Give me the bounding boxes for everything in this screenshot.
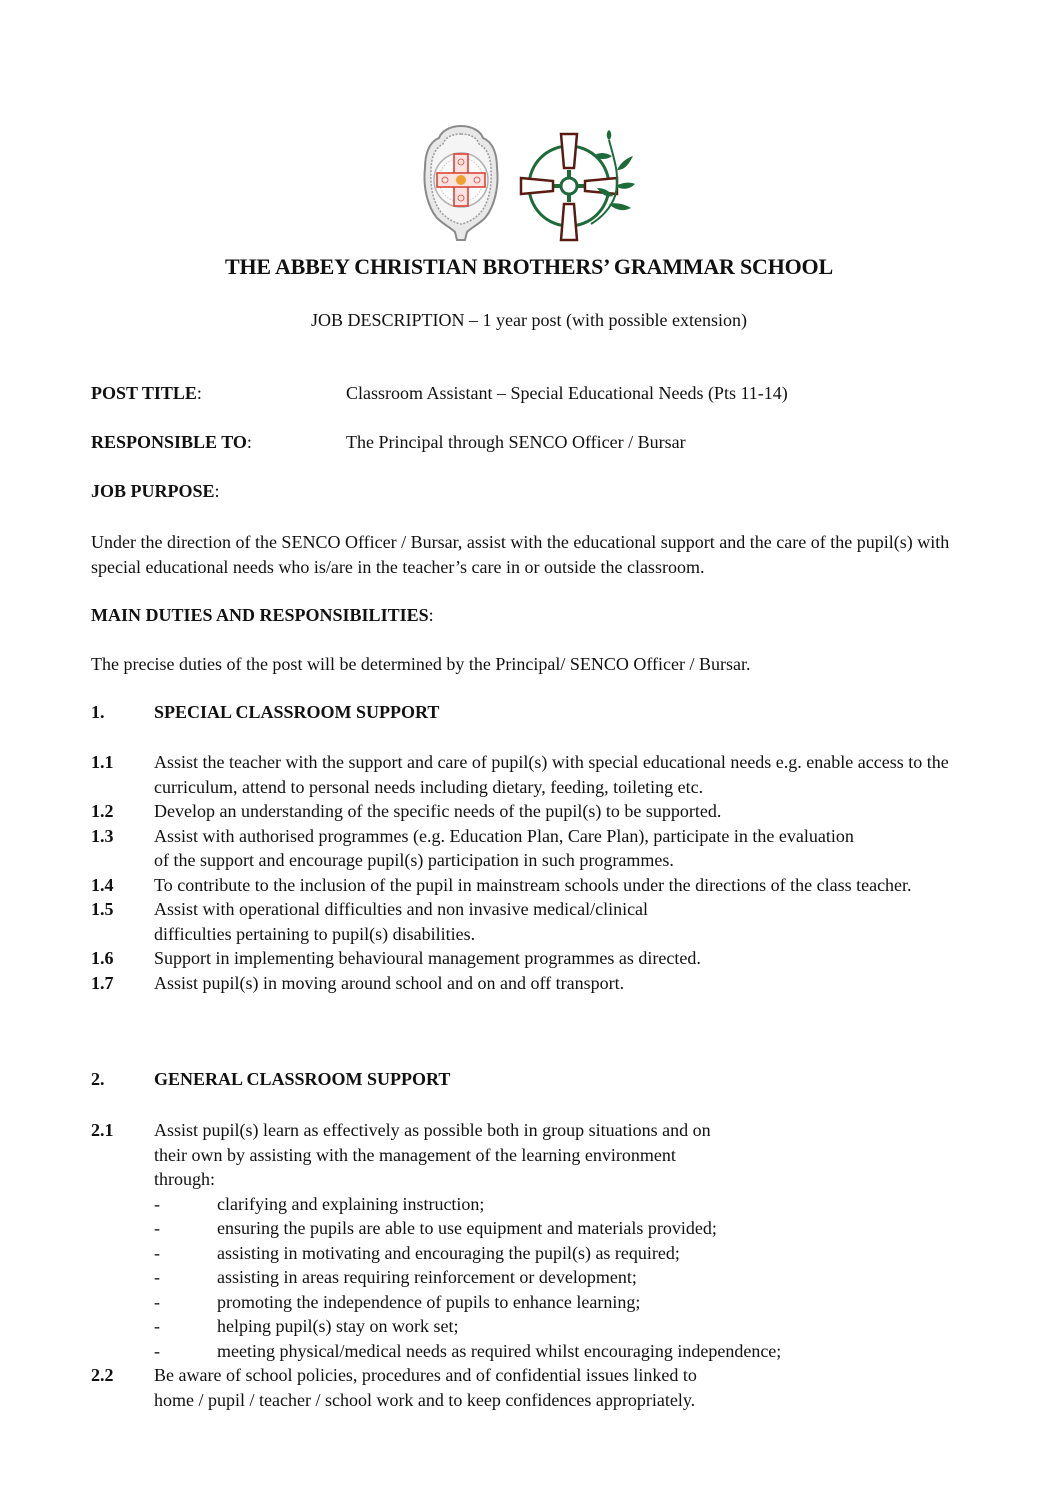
duty-item-1-3 (91, 824, 971, 873)
item-text: Support in implementing behavioural management programmes as directed. (154, 948, 701, 968)
colon: : (428, 605, 434, 625)
section-number: 2. (91, 1069, 105, 1089)
section-number: 1. (91, 702, 105, 722)
duty-item-1-5 (91, 897, 971, 946)
bullet-item (154, 1241, 971, 1266)
main-duties-heading: MAIN DUTIES AND RESPONSIBILITIES (91, 605, 429, 625)
item-number: 1.5 (91, 899, 114, 919)
duty-item-1-6 (91, 946, 971, 971)
item-number: 1.4 (91, 874, 114, 895)
section-2-items (91, 1118, 971, 1412)
bullet-text: meeting physical/medical needs as required whilst encouraging independence; (217, 1340, 782, 1361)
post-title-value: Classroom Assistant – Special Educational Needs (Pts 11-14) (346, 383, 788, 403)
bullet-dash: - (154, 1242, 160, 1263)
item-text: Assist the teacher with the support and care of pupil(s) with special educational needs e.g. enable access to the curriculum, attend to personal needs including dietary, feeding, toileting etc. (154, 752, 949, 797)
job-description-subtitle: JOB DESCRIPTION – 1 year post (with possible extension) (311, 310, 747, 330)
responsible-to-label: RESPONSIBLE TO (91, 432, 247, 452)
section-2-heading (91, 1069, 450, 1090)
job-purpose-text: Under the direction of the SENCO Officer / Bursar, assist with the educational support and the care of the pupil(s) with special educational needs who is/are in the teacher’s care in or outside the classroom. (91, 532, 950, 577)
colon: : (246, 432, 252, 452)
item-text: Assist pupil(s) in moving around school and on and off transport. (154, 972, 625, 993)
item-text-line: home / pupil / teacher / school work and to keep confidences appropriately. (154, 1389, 696, 1410)
section-title: SPECIAL CLASSROOM SUPPORT (154, 702, 440, 722)
bullet-item (154, 1314, 971, 1339)
christian-brothers-cross-icon (517, 126, 639, 242)
item-text (154, 1118, 971, 1363)
bullet-dash: - (154, 1218, 160, 1238)
colon: : (196, 383, 202, 403)
bullet-dash: - (154, 1340, 160, 1361)
item-text-line: through: (154, 1169, 215, 1189)
bullet-text: ensuring the pupils are able to use equipment and materials provided; (217, 1218, 717, 1238)
bullet-dash: - (154, 1291, 160, 1312)
duty-item-2-1 (91, 1118, 971, 1363)
bullet-text: assisting in areas requiring reinforcement or development; (217, 1267, 637, 1287)
item-number: 1.7 (91, 972, 114, 993)
item-text: Assist with authorised programmes (e.g. Education Plan, Care Plan), participate in the evaluation of the support and encourage pupil(s) participation in such programmes. (154, 825, 854, 870)
bullet-text: promoting the independence of pupils to enhance learning; (217, 1291, 641, 1312)
bullet-text: assisting in motivating and encouraging the pupil(s) as required; (217, 1242, 680, 1263)
job-purpose-label: JOB PURPOSE (91, 481, 215, 501)
responsible-to-field (91, 432, 686, 453)
main-duties-heading-row (91, 603, 991, 628)
section-1-heading (91, 702, 439, 723)
item-number: 1.3 (91, 825, 114, 846)
item-number: 1.1 (91, 752, 114, 772)
item-number: 2.2 (91, 1365, 114, 1385)
bullet-item (154, 1265, 971, 1290)
item-text: Develop an understanding of the specific needs of the pupil(s) to be supported. (154, 801, 722, 821)
item-number: 1.2 (91, 801, 114, 821)
item-text-line: Be aware of school policies, procedures and of confidential issues linked to (154, 1365, 697, 1385)
duty-item-1-1 (91, 750, 971, 799)
school-name-title: THE ABBEY CHRISTIAN BROTHERS’ GRAMMAR SCHOOL (225, 254, 833, 279)
bullet-text: helping pupil(s) stay on work set; (217, 1316, 459, 1336)
school-crest-icon (421, 124, 501, 242)
bullet-item (154, 1339, 971, 1364)
item-number: 1.6 (91, 948, 114, 968)
bullet-dash: - (154, 1267, 160, 1287)
job-purpose-field (91, 481, 220, 502)
logo-area (0, 122, 1058, 242)
item-text-line: Assist pupil(s) learn as effectively as possible both in group situations and on (154, 1120, 711, 1140)
item-number: 2.1 (91, 1120, 114, 1140)
duty-item-1-4 (91, 873, 971, 898)
colon: : (214, 481, 220, 501)
responsible-to-value: The Principal through SENCO Officer / Bursar (346, 432, 686, 452)
section-1-items (91, 750, 971, 995)
duty-item-1-7 (91, 971, 971, 996)
bullet-item (154, 1290, 971, 1315)
bullet-text: clarifying and explaining instruction; (217, 1193, 485, 1214)
bullet-dash: - (154, 1193, 160, 1214)
item-text-line: difficulties pertaining to pupil(s) disabilities. (154, 923, 476, 944)
post-title-field (91, 383, 788, 404)
bullet-item (154, 1192, 971, 1217)
item-text-line: Assist with operational difficulties and non invasive medical/clinical (154, 899, 649, 919)
item-text (154, 897, 971, 946)
bullet-dash: - (154, 1316, 160, 1336)
item-text (154, 1363, 971, 1412)
post-title-label: POST TITLE (91, 383, 197, 403)
duty-item-1-2 (91, 799, 971, 824)
item-text: To contribute to the inclusion of the pupil in mainstream schools under the directions of the class teacher. (154, 874, 912, 895)
main-duties-intro: The precise duties of the post will be determined by the Principal/ SENCO Officer / Bursar. (91, 654, 751, 674)
duty-item-2-2 (91, 1363, 971, 1412)
section-title: GENERAL CLASSROOM SUPPORT (154, 1069, 451, 1089)
item-text-line: their own by assisting with the management of the learning environment (154, 1144, 676, 1165)
bullet-item (154, 1216, 971, 1241)
